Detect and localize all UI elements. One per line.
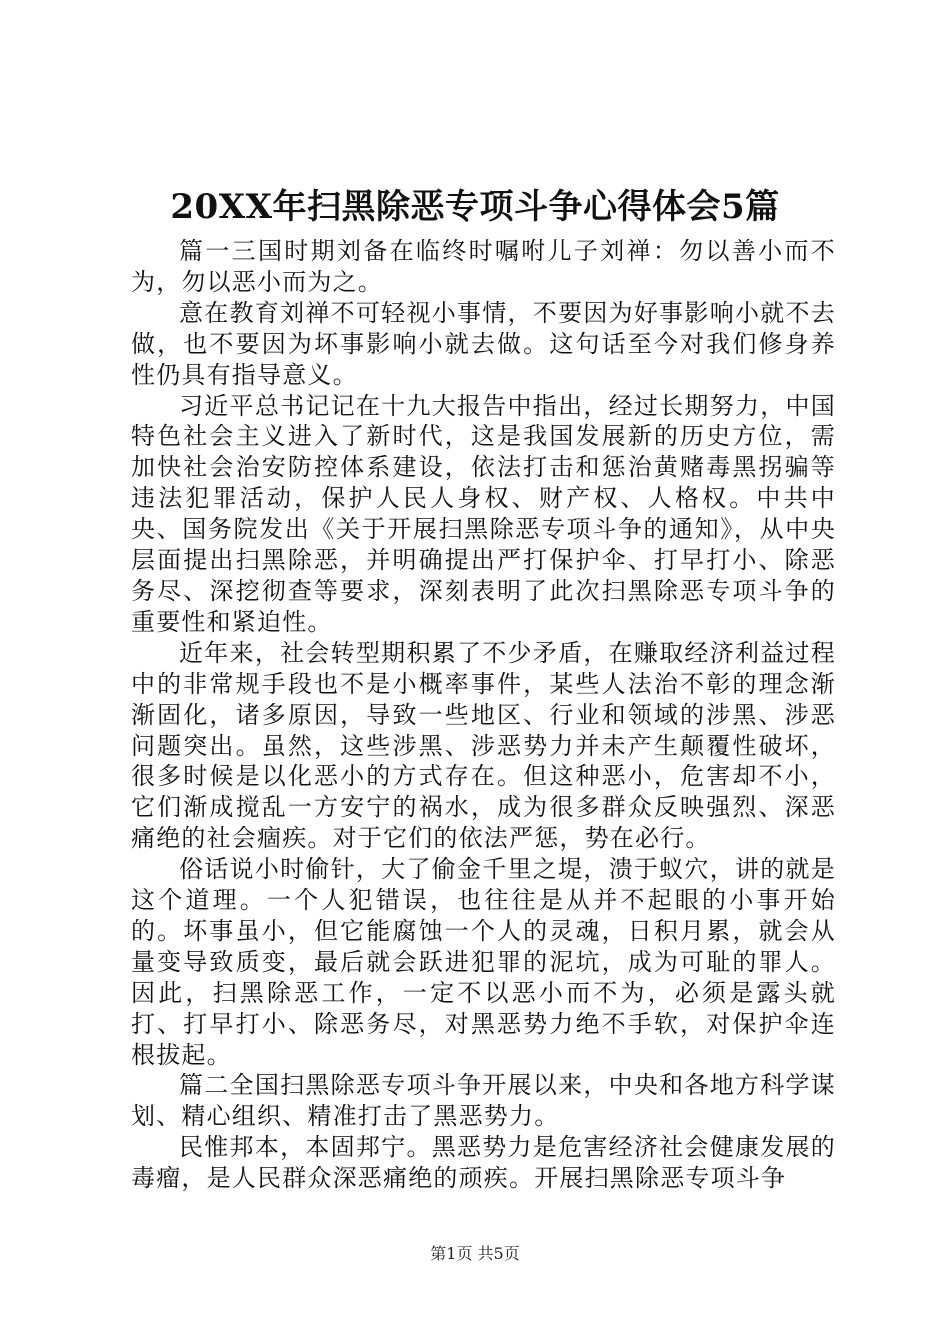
paragraph: 篇一三国时期刘备在临终时嘱咐儿子刘禅：勿以善小而不为，勿以恶小而为之。 [131, 237, 836, 296]
paragraph: 习近平总书记记在十九大报告中指出，经过长期努力，中国特色社会主义进入了新时代，这是我国发展新的历史方位，需加快社会治安防控体系建设，依法打击和惩治黄赌毒黑拐骗等违法犯罪活动，保护人民人身权、财产权、人格权。中共中央、国务院发出《关于开展扫黑除恶专项斗争的通知》，从中央层面提出扫黑除恶，并明确提出严打保护伞、打早打小、除恶务尽、深挖彻查等要求，深刻表明了此次扫黑除恶专项斗争的重要性和紧迫性。 [131, 391, 836, 636]
paragraph: 俗话说小时偷针，大了偷金千里之堤，溃于蚁穴，讲的就是这个道理。一个人犯错误，也往往是从并不起眼的小事开始的。坏事虽小，但它能腐蚀一个人的灵魂，日积月累，就会从量变导致质变，最后就会跃进犯罪的泥坑，成为可耻的罪人。因此，扫黑除恶工作，一定不以恶小而不为，必须是露头就打、打早打小、除恶务尽，对黑恶势力绝不手软，对保护伞连根拔起。 [131, 855, 836, 1069]
paragraph: 近年来，社会转型期积累了不少矛盾，在赚取经济利益过程中的非常规手段也不是小概率事件，某些人法治不彰的理念渐渐固化，诸多原因，导致一些地区、行业和领域的涉黑、涉恶问题突出。虽然，这些涉黑、涉恶势力并未产生颠覆性破坏，很多时候是以化恶小的方式存在。但这种恶小，危害却不小，它们渐成搅乱一方安宁的祸水，成为很多群众反映强烈、深恶痛绝的社会痼疾。对于它们的依法严惩，势在必行。 [131, 638, 836, 853]
paragraph: 篇二全国扫黑除恶专项斗争开展以来，中央和各地方科学谋划、精心组织、精准打击了黑恶势力。 [131, 1071, 836, 1131]
document-body [131, 236, 836, 1194]
paragraph: 民惟邦本，本固邦宁。黑恶势力是危害经济社会健康发展的毒瘤，是人民群众深恶痛绝的顽疾。开展扫黑除恶专项斗争 [131, 1133, 836, 1193]
document-title: 20XX年扫黑除恶专项斗争心得体会5篇 [170, 187, 780, 227]
page-footer: 第1页 共5页 [430, 1244, 520, 1263]
paragraph: 意在教育刘禅不可轻视小事情，不要因为好事影响小就不去做，也不要因为坏事影响小就去做。这句话至今对我们修身养性仍具有指导意义。 [131, 298, 836, 389]
